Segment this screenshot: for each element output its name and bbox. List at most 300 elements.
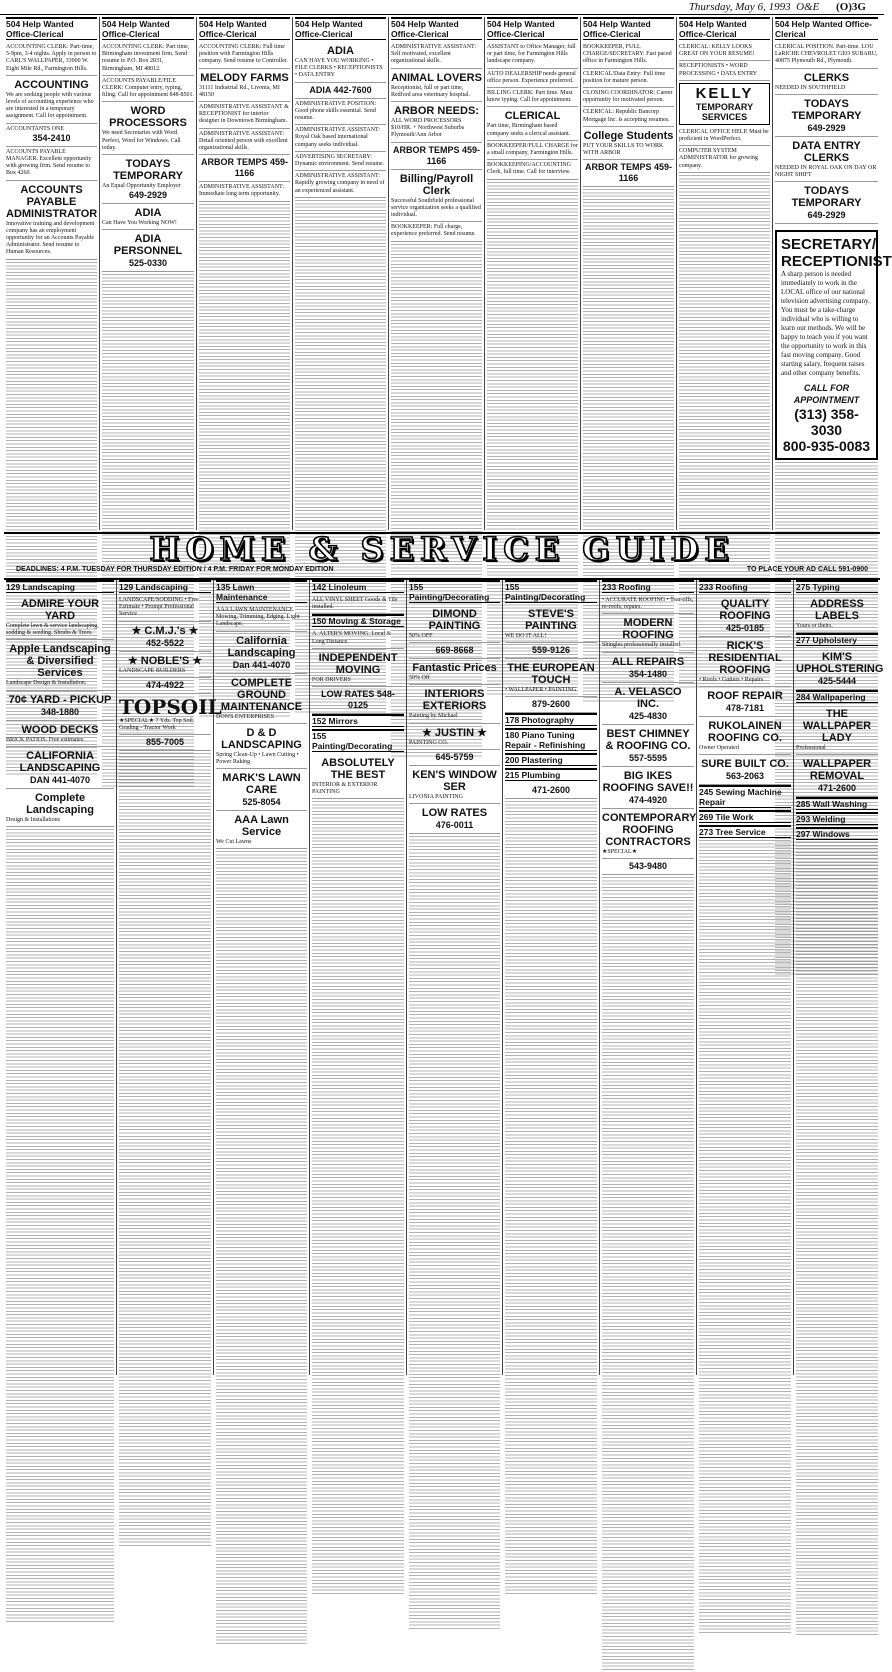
ad-phone: 471-2600 [531, 785, 571, 796]
header-dateline [689, 1, 866, 13]
ad-heading: CLERKS [803, 71, 850, 84]
ad-phone: ADIA 442-7600 [309, 84, 372, 95]
category-heading: 129 Landscaping [119, 580, 211, 593]
ad-text: BOOKKEEPING/ACCOUNTING Clerk, full time. Call for interview. [487, 162, 571, 176]
guide-deadlines: DEADLINES: 4 P.M. TUESDAY FOR THURSDAY EDITION / 4 P.M. FRIDAY FOR MONDAY EDITION [16, 566, 334, 573]
ad-heading: ADMIRE YOUR YARD [20, 598, 100, 622]
service-column [4, 580, 117, 1375]
ad-text: ALL VINYL SHEET Goods & Tile installed. [312, 597, 398, 611]
ad-text: ACCOUNTS PAYABLE MANAGER. Excellent opportunity with growing firm. Send resume to Box 4260. [6, 148, 92, 177]
ad-phone: 525-0330 [128, 258, 168, 269]
guide-place-ad: TO PLACE YOUR AD CALL 591-0900 [746, 566, 868, 573]
ad-text: Landscape Design & Installation. [6, 680, 87, 687]
column-text-filler [602, 877, 694, 1672]
classified-ad [6, 147, 97, 181]
secretary-receptionist-ad [775, 230, 892, 460]
ad-phone: 525-8054 [242, 797, 281, 808]
column-text-filler [796, 842, 878, 1637]
classified-ad [6, 181, 97, 260]
ad-heading: LOW RATES [421, 807, 488, 820]
ad-text: 50% OFF [409, 633, 433, 639]
ad-text: BOOKKEEPER, FULL CHARGE/SECRETARY: Fast paced office in Farmington Hills. [583, 44, 672, 65]
classified-ad [602, 614, 694, 652]
classified-ad [6, 789, 114, 827]
category-heading: 155 Painting/Decorating [505, 580, 597, 603]
ad-phone: 669-8668 [435, 645, 474, 656]
ad-text: AUTO DEALERSHIP needs general office person. Experience preferred. [487, 70, 576, 84]
ad-text: ACCOUNTS PAYABLE/FILE CLERK: Computer entry, typing, filing. Call for appointment 848-8501. [102, 77, 194, 99]
classified-ad [102, 155, 194, 204]
category-heading: 504 Help Wanted Office-Clerical [487, 17, 578, 40]
ad-heading: COMPLETE GROUND MAINTENANCE [220, 676, 303, 713]
ad-heading: RUKOLAINEN ROOFING CO. [708, 720, 782, 745]
ad-text: An Equal Opportunity Employer [102, 183, 181, 190]
ad-heading: RICK'S RESIDENTIAL ROOFING [708, 640, 782, 676]
classified-ad [505, 697, 597, 713]
classified-ad [409, 685, 500, 723]
help-wanted-column [677, 17, 773, 530]
ad-phone: 474-4920 [628, 794, 668, 805]
classified-ad [409, 724, 500, 750]
ad-text: We need Secretaries with Word Perfect, Word for Windows. Call today. [102, 130, 181, 151]
ad-text: NEEDED IN ROYAL OAK ON DAY OR NIGHT SHIFT [775, 164, 877, 179]
ad-text: Part time, Birmingham based company seeks a clerical assistant. [487, 123, 571, 137]
category-heading: 277 Upholstery [796, 633, 878, 646]
ad-text: 31111 Industrial Rd., Livonia, MI 48150 [199, 84, 280, 98]
ad-text: ASSISTANT to Office Manager, full or part time, for Farmington Hills landscape company. [487, 44, 576, 65]
ad-text: ACCOUNTING CLERK: Part time, Birmingham investment firm. Send resume to P.O. Box 2031, Birmingham, MI 48012. [102, 44, 190, 72]
ad-heading: KIM'S UPHOLSTERING [796, 651, 884, 676]
ad-heading: ★ JUSTIN ★ [422, 726, 487, 739]
classified-ad [409, 643, 500, 659]
classified-ad [487, 42, 578, 69]
classified-ad [487, 107, 578, 140]
ad-text: CLERICAL POSITION. Part-time. LOU LaRICHE CHEVROLET GEO SUBARU, 40875 Plymouth Rd., Plymouth. [775, 44, 878, 65]
ad-heading: ★ NOBLE'S ★ [127, 654, 203, 667]
ad-text: Can Have You Working NOW! [102, 220, 177, 227]
ad-text: BOOKKEEPER: Full charge, experience preferred. Send resume. [391, 224, 476, 238]
category-heading: 215 Plumbing [505, 768, 597, 781]
ad-heading: ADIA [327, 45, 354, 57]
ad-heading: DATA ENTRY CLERKS [792, 139, 861, 164]
classified-ad [487, 88, 578, 107]
ad-text: Owner Operated [699, 745, 739, 752]
classified-ad [295, 171, 386, 198]
classified-ad [487, 160, 578, 179]
classified-ad [216, 674, 307, 724]
category-heading: 504 Help Wanted Office-Clerical [391, 17, 482, 40]
ad-heading: ANIMAL LOVERS [391, 71, 482, 84]
ad-text: ADVERTISING SECRETARY: Dynamic environment. Send resume. [295, 153, 385, 168]
category-heading: 155 Painting/Decorating [312, 729, 404, 752]
classified-ad [6, 691, 114, 721]
help-wanted-column [293, 17, 389, 530]
classified-ad [796, 705, 878, 755]
ad-text: ADMINISTRATIVE ASSISTANT: Rapidly growing company in need of an experienced assistant. [295, 173, 385, 194]
ad-heading: DIMOND PAINTING [428, 608, 481, 632]
ad-text: DON'S ENTERPRISES [216, 713, 274, 720]
classified-ad [409, 659, 500, 685]
kelly-subtitle: TEMPORARY SERVICES [695, 101, 754, 122]
category-heading: 150 Moving & Storage [312, 614, 404, 627]
secretary-phone-2: 800-935-0083 [782, 438, 871, 455]
ad-text: ★SPECIAL★ 7 Yds. Top Soil. Grading - Tractor Work [119, 717, 195, 732]
column-text-filler [699, 840, 791, 1635]
help-wanted-column [4, 17, 100, 530]
ad-phone: 563-2063 [725, 771, 765, 782]
classified-ad [602, 653, 694, 683]
ad-text: ADMINISTRATIVE POSITION: Good phone skills essential. Send resume. [295, 100, 377, 122]
classified-ad [119, 595, 211, 622]
ad-text: Painting by Michael [409, 713, 458, 720]
ad-text: PAINTING CO. [409, 739, 449, 746]
classified-ad [119, 735, 211, 751]
ad-text: We are seeking people with various levels of accounting experience who are interested in a temporary assignment. Call for appointment. [6, 91, 94, 120]
ad-phone: 425-4830 [628, 710, 668, 721]
ad-text: Receptionist, full or part time, Redford area veterinary hospital. [391, 84, 470, 98]
category-heading: 269 Tile Work [699, 810, 791, 823]
classified-ad [583, 88, 674, 107]
classified-ad [409, 750, 500, 766]
category-heading: 297 Windows [796, 827, 878, 840]
ad-text: CAN HAVE YOU WORKING • FILE CLERKS • RECEPTIONISTS • DATA ENTRY [295, 58, 383, 79]
ad-heading: Fantastic Prices [412, 662, 497, 675]
category-heading: 273 Tree Service [699, 825, 791, 838]
ad-heading: D & D LANDSCAPING [221, 726, 302, 751]
category-heading: 135 Lawn Maintenance [216, 580, 307, 603]
ad-phone: 471-2600 [817, 783, 857, 794]
service-column [697, 580, 794, 1375]
category-heading: 504 Help Wanted Office-Clerical [775, 17, 878, 40]
classified-ad [216, 811, 307, 849]
help-wanted-column [100, 17, 197, 530]
classified-ad [102, 42, 194, 76]
ad-heading: WORD PROCESSORS [109, 105, 187, 130]
column-text-filler [119, 753, 211, 1548]
ad-heading: Apple Landscaping & Diversified Services [9, 643, 111, 680]
ad-phone: ARBOR TEMPS 459-1166 [584, 162, 673, 184]
ad-text: BILLING CLERK: Part time. Must know typing. Call for appointment. [487, 90, 573, 104]
ad-text: Shingles professionally installed. [602, 642, 682, 649]
ad-text: Successful Southfield professional service organization seeks a qualified individual. [391, 197, 481, 219]
ad-text: ★SPECIAL★ [602, 848, 638, 855]
ad-heading: TODAYS TEMPORARY [113, 158, 183, 183]
classified-ad [312, 687, 404, 714]
category-heading: 293 Welding [796, 812, 878, 825]
ad-phone: 476-0011 [435, 820, 474, 831]
classified-ad [775, 42, 878, 69]
ad-text: ACCOUNTANTS ONE [6, 125, 65, 132]
classified-ad [312, 649, 404, 687]
classified-ad [602, 809, 697, 859]
ad-text: CLERICAL: KELLY LOOKS GREAT ON YOUR RESUME! [679, 44, 755, 58]
category-heading: 504 Help Wanted Office-Clerical [6, 17, 97, 40]
kelly-logo: KELLY [695, 84, 754, 102]
classified-ad [295, 152, 386, 171]
classified-ad [102, 230, 194, 272]
classified-ad [391, 222, 482, 241]
ad-text: Complete lawn & service landscaping, sodding & seeding. Shrubs & Trees. [6, 623, 99, 637]
classified-ad [679, 61, 770, 80]
ad-heading: TODAYS TEMPORARY [791, 185, 862, 210]
ad-text: We Cut Lawns [216, 839, 252, 846]
column-text-filler [409, 836, 500, 1631]
category-heading: 155 Painting/Decorating [409, 580, 500, 603]
classified-ad [409, 605, 500, 643]
ad-phone: ARBOR TEMPS 459-1166 [200, 157, 289, 179]
ad-heading: KEN'S WINDOW SER [412, 768, 497, 793]
classified-ad [216, 769, 307, 811]
ad-text: ACCOUNTING CLERK: Full time position with Farmington Hills company. Send resume to Controller. [199, 44, 288, 65]
classified-ad [409, 804, 500, 834]
ad-text: CLERICAL: Republic Bancorp Mortgage Inc. is accepting resumes. [583, 109, 670, 123]
ad-text: A. ALTER'S MOVING. Local & Long Distance. [312, 631, 392, 645]
help-wanted-column [389, 17, 485, 530]
classified-ad [583, 42, 674, 69]
classified-ad [505, 643, 597, 659]
ad-phone: 425-0185 [725, 623, 765, 633]
ad-phone: 649-2929 [807, 210, 846, 221]
ad-text: PUT YOUR SKILLS TO WORK WITH ARBOR [583, 142, 664, 157]
ad-phone: 543-9480 [628, 860, 668, 871]
guide-subline [16, 565, 868, 575]
ad-text: INTERIOR & EXTERIOR PAINTING [312, 782, 378, 796]
classified-ad [102, 102, 194, 155]
ad-heading: CLERICAL [504, 110, 561, 123]
classified-ad [679, 42, 770, 61]
category-heading: 284 Wallpapering [796, 690, 878, 703]
guide-title: HOME & SERVICE GUIDE [149, 530, 735, 568]
classified-ad [391, 42, 482, 69]
ad-heading: STEVE'S PAINTING [525, 608, 577, 632]
ad-heading: CONTEMPORARY ROOFING CONTRACTORS [602, 811, 697, 848]
classified-ad [602, 767, 694, 809]
ad-text: ADMINISTRATIVE ASSISTANT: Self motivated, excellent organizational skills. [391, 44, 477, 65]
secretary-title: SECRETARY/ RECEPTIONIST [781, 236, 892, 271]
classified-ad [583, 69, 674, 88]
classified-ad [6, 640, 114, 690]
column-text-filler [6, 829, 114, 1624]
classified-ad [216, 724, 307, 769]
ad-phone: ARBOR TEMPS 459-1166 [392, 144, 481, 166]
category-heading: 152 Mirrors [312, 714, 404, 727]
ad-text: 50% Off [409, 675, 430, 682]
ad-text: BRICK PATIOS. Free estimates. [6, 736, 85, 743]
classified-ad [796, 755, 878, 797]
category-heading: 233 Roofing [602, 580, 694, 593]
help-wanted-column [773, 17, 892, 530]
classified-ad [602, 683, 694, 725]
classified-ad [6, 721, 114, 747]
column-text-filler [505, 801, 597, 1596]
category-heading: 504 Help Wanted Office-Clerical [295, 17, 386, 40]
classified-ad [505, 783, 597, 799]
classified-ad [6, 42, 97, 76]
service-column [407, 580, 503, 1375]
ad-phone: 354-1480 [628, 668, 668, 679]
ad-text: LANDSCAPE BUILDERS [119, 667, 186, 674]
ad-text: ADMINISTRATIVE ASSISTANT: Royal Oak based international company seeks individual. [295, 127, 381, 148]
classified-ad [487, 141, 578, 160]
classified-ad [6, 124, 97, 147]
header-paper: O&E [796, 1, 820, 13]
category-heading: 275 Typing [796, 580, 878, 593]
ad-heading: THE WALLPAPER LADY [802, 708, 872, 745]
ad-phone: 474-4922 [145, 679, 185, 690]
classified-ad [102, 204, 194, 230]
ad-heading: BIG IKES ROOFING SAVE!! [602, 769, 694, 794]
ad-heading: ADDRESS LABELS [810, 598, 864, 622]
secretary-call: CALL FOR APPOINTMENT [793, 383, 860, 406]
services-section [4, 580, 884, 1375]
classified-ad [602, 595, 694, 614]
classified-ad [199, 155, 290, 182]
ad-text: WE DO IT ALL! [505, 633, 547, 639]
ad-heading: CALIFORNIA LANDSCAPING [19, 749, 101, 774]
ad-heading: MARK'S LAWN CARE [222, 772, 301, 797]
ad-heading: A. VELASCO INC. [614, 685, 682, 710]
page-header [0, 0, 884, 15]
ad-phone: 452-5522 [145, 637, 185, 648]
ad-heading: MODERN ROOFING [622, 617, 674, 642]
ad-text: BOOKKEEPER/FULL CHARGE for a small company, Farmington Hills. [487, 142, 578, 157]
category-heading: 504 Help Wanted Office-Clerical [102, 17, 194, 40]
ad-text: ADMINISTRATIVE ASSISTANT: Detail oriented person with excellent organizational skills. [199, 130, 288, 152]
category-heading: 504 Help Wanted Office-Clerical [583, 17, 674, 40]
ad-phone: 855-7005 [145, 737, 185, 748]
category-heading: 504 Help Wanted Office-Clerical [199, 17, 290, 40]
help-wanted-section [4, 17, 892, 530]
classified-ad [199, 129, 290, 156]
ad-heading: ADIA PERSONNEL [113, 233, 183, 258]
classified-ad [775, 69, 878, 95]
ad-heading: ★ C.M.J.'s ★ [131, 624, 199, 637]
classified-ad [119, 652, 211, 678]
column-text-filler [312, 801, 404, 1596]
classified-ad [312, 595, 404, 614]
ad-text: LIVONIA PAINTING [409, 793, 463, 800]
ad-heading: California Landscaping [227, 634, 296, 659]
category-heading: 180 Piano Tuning Repair - Refinishing [505, 728, 597, 751]
ad-heading: THE EUROPEAN TOUCH [507, 662, 595, 687]
ad-text: • ACCURATE ROOFING • Tear-offs, re-roofs, repairs. [602, 597, 694, 611]
ad-phone: 478-7181 [725, 703, 765, 714]
classified-ad [487, 69, 578, 88]
classified-ad [775, 137, 878, 182]
column-text-filler [216, 851, 307, 1646]
ad-heading: SURE BUILT CO. [701, 758, 789, 771]
service-column [310, 580, 407, 1375]
classified-ad [199, 42, 290, 69]
classified-ad [295, 125, 386, 152]
ad-heading: ARBOR NEEDS: [394, 105, 479, 118]
classified-ad [699, 755, 791, 785]
ad-text: Yours or theirs. [796, 623, 833, 629]
classified-ad [295, 42, 386, 83]
ad-phone: 645-5759 [435, 751, 474, 762]
ad-text: Design & Installations [6, 816, 60, 823]
category-heading: 178 Photography [505, 713, 597, 726]
classified-ad [119, 622, 211, 652]
ad-heading: Complete Landscaping [26, 791, 94, 816]
classified-ad [216, 632, 307, 674]
ad-text: Professional [796, 745, 826, 752]
classified-ad [312, 629, 404, 648]
ad-text: ALL WORD PROCESSORS $10/HR. + Northwest Suburbs Plymouth/Ann Arbor [391, 118, 465, 139]
ad-text: FOR DRIVERS [312, 676, 351, 683]
ad-phone: 425-5444 [817, 676, 857, 687]
ad-phone: 348-1880 [40, 706, 80, 717]
ad-heading: MELODY FARMS [200, 71, 289, 84]
classified-ad [602, 859, 694, 875]
ad-phone: 557-5595 [628, 752, 668, 763]
ad-text: CLERICAL OFFICE HELP. Must be proficient in WordPerfect. [679, 128, 769, 143]
ad-text: LANDSCAPE/SODDING • Free Estimate • Prompt Professional Service [119, 597, 199, 618]
service-column [117, 580, 222, 1375]
category-heading: 245 Sewing Machine Repair [699, 785, 791, 808]
ad-heading: 70¢ YARD - PICKUP [8, 693, 112, 706]
ad-heading: WALLPAPER REMOVAL [802, 758, 872, 783]
classified-ad [199, 69, 290, 102]
ad-text: CLERICAL/Data Entry: Full time position for mature person. [583, 70, 666, 84]
ad-heading: AAA Lawn Service [234, 814, 289, 839]
ad-heading: ACCOUNTING [14, 78, 89, 91]
classified-ad [391, 170, 482, 223]
classified-ad [699, 637, 791, 687]
ad-heading: INDEPENDENT MOVING [318, 651, 398, 676]
ad-phone: 649-2929 [128, 190, 168, 201]
ad-text: AAA LAWN MAINTENANCE. Mowing, Trimming, Edging. Light Landscape. [216, 607, 300, 628]
ad-phone: 559-9126 [531, 645, 571, 656]
ad-heading: BEST CHIMNEY & ROOFING CO. [605, 727, 691, 752]
classified-ad [6, 747, 114, 789]
kelly-ad [679, 83, 770, 125]
ad-heading: WOOD DECKS [21, 723, 99, 736]
ad-display-heading: TOPSOIL [119, 694, 222, 719]
ad-heading: ABSOLUTELY THE BEST [321, 757, 395, 782]
classified-ad [295, 99, 386, 126]
classified-ad [199, 102, 290, 129]
classified-ad [102, 76, 194, 103]
classified-ad [602, 725, 694, 767]
classified-ad [699, 595, 791, 637]
ad-text: ADMINISTRATIVE ASSISTANT: Immediate long term opportunity. [199, 184, 285, 198]
classified-ad [119, 694, 222, 735]
classified-ad [583, 127, 674, 160]
classified-ad [391, 102, 482, 143]
classified-ad [216, 605, 307, 632]
service-column [214, 580, 310, 1375]
ad-phone: Dan 441-4070 [232, 659, 291, 670]
classified-ad [391, 69, 482, 102]
ad-phone: 879-2600 [531, 699, 571, 710]
classified-ad [312, 754, 404, 799]
ad-text: CLOSING COORDINATOR: Career opportunity for motivated person. [583, 90, 673, 104]
ad-text: ACCOUNTING CLERK: Part-time, 5-9pm, 3-4 nights. Apply in person to CARL'S WALLPAPER, 33900 W. Eight Mile Rd., Farmington Hills. [6, 44, 97, 72]
header-date: Thursday, May 6, 1993 [688, 1, 791, 13]
classified-ad [119, 678, 211, 694]
service-column [794, 580, 884, 1375]
classified-ad [796, 595, 878, 633]
ad-text: ADMINISTRATIVE ASSISTANT & RECEPTIONIST for interior designer in Downtown Birmingham. [199, 104, 289, 125]
ad-text: • Roofs • Gutters • Repairs [699, 677, 764, 683]
ad-heading: QUALITY ROOFING [719, 598, 771, 622]
ad-text: Innovative training and development company has an employment opportunity for an Accounts Payable Administrator. Send resume to Human Resources. [6, 220, 95, 256]
classified-ad [391, 143, 482, 170]
ad-text: • WALLPAPER • PAINTING [505, 687, 577, 694]
classified-ad [583, 107, 674, 126]
ad-text: RECEPTIONISTS • WORD PROCESSING • DATA ENTRY [679, 63, 758, 77]
